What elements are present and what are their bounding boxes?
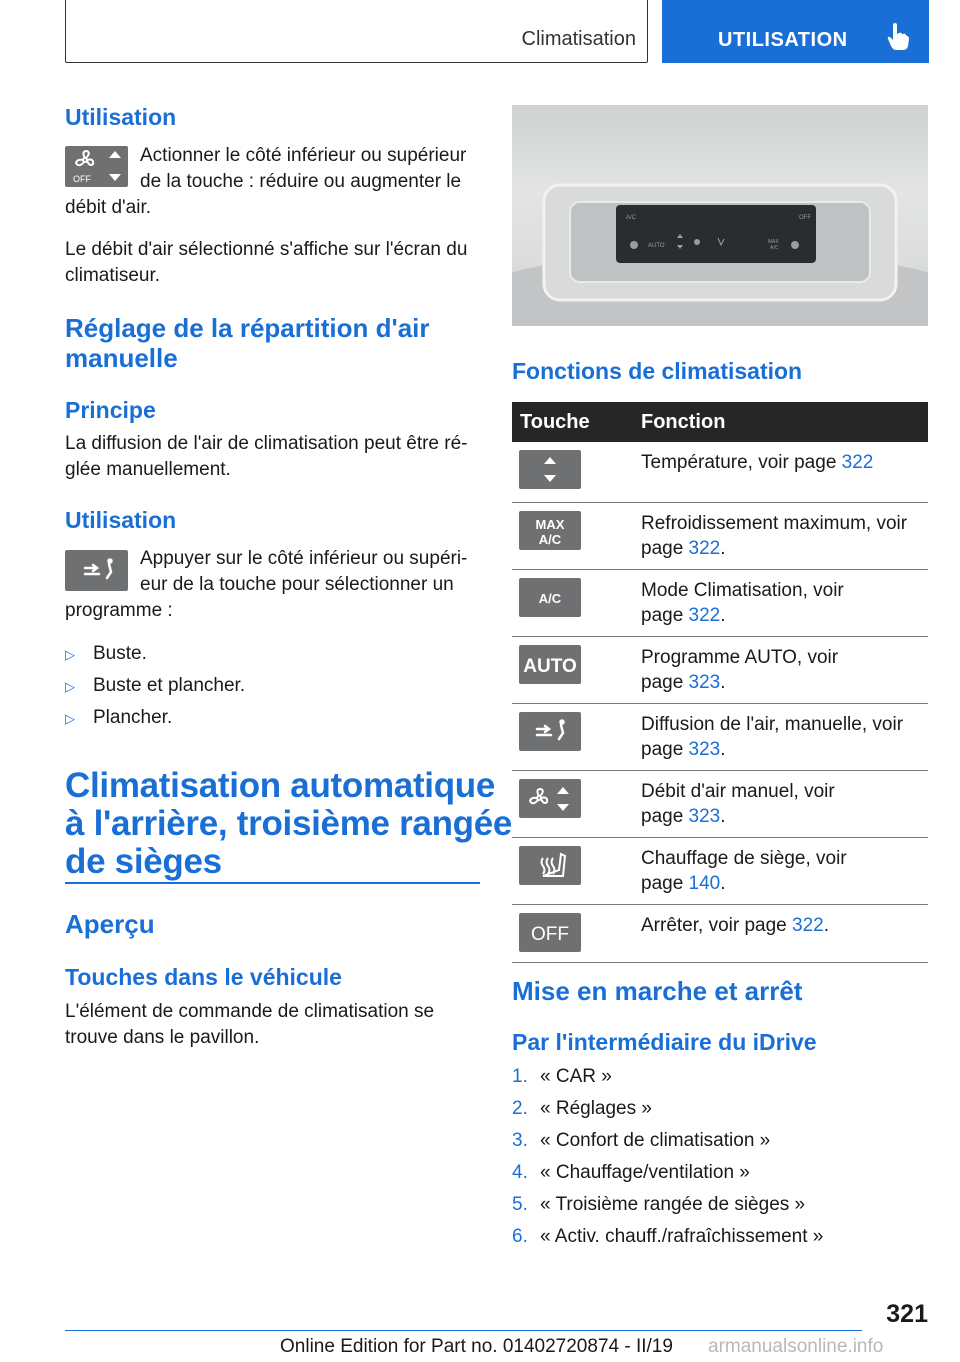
heading-utilisation: Utilisation — [65, 104, 177, 130]
edition-note: Online Edition for Part no. 01402720874 - II/19 — [280, 1336, 673, 1357]
list-item: ▷ Buste et plancher. — [65, 673, 245, 700]
heading-mise-en-marche: Mise en marche et arrêt — [512, 976, 803, 1006]
utilisation2-line1: Appuyer sur le côté inférieur ou supéri- — [140, 548, 468, 569]
list-item: ▷ Plancher. — [65, 705, 172, 732]
max-ac-icon — [519, 511, 581, 550]
heading-reglage-line1: Réglage de la répartition d'air — [65, 313, 430, 343]
svg-text:A/C: A/C — [538, 590, 562, 606]
fan-speed-icon — [519, 779, 581, 818]
column-header-touche: Touche — [512, 402, 633, 442]
list-item: 4. « Chauffage/ventilation » — [512, 1162, 750, 1183]
page-link[interactable]: 323 — [688, 805, 721, 827]
chapter-underline — [65, 882, 480, 884]
table-row: Chauffage de siège, voir page 140. — [512, 837, 928, 904]
touches-text-line1: L'élément de commande de climatisation se — [65, 1001, 435, 1022]
column-header-fonction: Fonction — [633, 402, 928, 442]
table-row: AUTO Programme AUTO, voir page 323. — [512, 636, 928, 703]
table-header-row — [512, 402, 928, 442]
air-distribution-icon — [519, 712, 581, 751]
temperature-arrows-icon — [519, 450, 581, 489]
photo-off-label: OFF — [799, 215, 811, 221]
heading-idrive: Par l'intermédiaire du iDrive — [512, 1029, 817, 1055]
utilisation-text-line3: débit d'air. — [65, 197, 152, 218]
list-item: 2. « Réglages » — [512, 1098, 652, 1119]
utilisation-text-line2: de la touche : réduire ou augmenter le — [140, 171, 462, 192]
photo-auto-label: AUTO — [648, 243, 665, 249]
chapter-title-line3: de sièges — [65, 842, 222, 881]
chapter-title-line1: Climatisation automatique — [65, 766, 496, 805]
page-link[interactable]: 322 — [688, 604, 721, 626]
triangle-bullet-icon: ▷ — [65, 679, 75, 694]
debit-text-line1: Le débit d'air sélectionné s'affiche sur l'écran du — [65, 239, 468, 260]
table-row: Diffusion de l'air, manuelle, voir page 323. — [512, 703, 928, 770]
touches-text-line2: trouve dans le pavillon. — [65, 1027, 260, 1048]
table-row: MAX A/C Refroidissement maximum, voir page 322. — [512, 502, 928, 569]
air-distribution-icon — [65, 550, 128, 591]
chapter-title-line2: à l'arrière, troisième rangée — [65, 804, 513, 843]
principe-text-line2: glée manuellement. — [65, 459, 231, 480]
svg-text:AUTO: AUTO — [523, 655, 577, 677]
list-item: 6. « Activ. chauff./rafraîchissement » — [512, 1226, 824, 1247]
watermark: armanualsonline.info — [708, 1336, 884, 1357]
list-item: ▷ Buste. — [65, 641, 147, 668]
photo-max-ac-label: A/C — [770, 245, 779, 251]
page-link[interactable]: 323 — [688, 738, 721, 760]
list-item: 5. « Troisième rangée de sièges » — [512, 1194, 806, 1215]
footer-divider — [65, 1330, 862, 1331]
list-item: 3. « Confort de climatisation » — [512, 1130, 771, 1151]
principe-text-line1: La diffusion de l'air de climatisation peut être ré- — [65, 433, 468, 454]
page-link[interactable]: 322 — [688, 537, 721, 559]
page-link[interactable]: 140 — [688, 872, 721, 894]
page-link[interactable]: 322 — [792, 914, 824, 936]
table-row: Débit d'air manuel, voir page 323. — [512, 770, 928, 837]
tab-label: UTILISATION — [718, 29, 848, 51]
auto-icon — [519, 645, 581, 684]
header-frame — [65, 0, 648, 63]
heading-principe: Principe — [65, 397, 156, 423]
pointing-hand-icon — [887, 22, 909, 55]
utilisation2-line2: eur de la touche pour sélectionner un — [140, 574, 454, 595]
tab-utilisation[interactable] — [662, 0, 929, 63]
page-link[interactable]: 323 — [688, 671, 721, 693]
functions-table — [512, 402, 928, 963]
svg-text:OFF: OFF — [73, 174, 91, 184]
table-row: A/C Mode Climatisation, voir page 322. — [512, 569, 928, 636]
debit-text-line2: climatiseur. — [65, 265, 161, 286]
heading-utilisation-2: Utilisation — [65, 507, 177, 533]
table-row: Température, voir page 322 — [512, 442, 928, 502]
heading-reglage-line2: manuelle — [65, 343, 178, 373]
list-item: 1. « CAR » — [512, 1066, 612, 1087]
heading-touches: Touches dans le véhicule — [65, 964, 342, 990]
utilisation2-line3: programme : — [65, 600, 173, 621]
svg-text:MAX: MAX — [535, 516, 565, 532]
heading-apercu: Aperçu — [65, 909, 155, 939]
triangle-bullet-icon: ▷ — [65, 711, 75, 726]
page-link[interactable]: 322 — [841, 452, 874, 473]
fan-speed-icon — [65, 146, 128, 187]
triangle-bullet-icon: ▷ — [65, 647, 75, 662]
section-title: Climatisation — [521, 28, 636, 50]
page-number: 321 — [886, 1300, 928, 1328]
seat-heating-icon — [519, 846, 581, 885]
svg-text:OFF: OFF — [531, 923, 569, 945]
photo-ac-label: A/C — [626, 215, 637, 221]
heading-fonctions: Fonctions de climatisation — [512, 358, 803, 384]
table-row: OFF Arrêter, voir page 322. — [512, 904, 928, 962]
svg-text:A/C: A/C — [538, 531, 562, 547]
control-panel-photo — [512, 105, 928, 326]
ac-icon — [519, 578, 581, 617]
off-icon — [519, 913, 581, 952]
utilisation-text-line1: Actionner le côté inférieur ou supérieur — [140, 145, 467, 166]
photo-max-label: MAX — [768, 239, 779, 245]
